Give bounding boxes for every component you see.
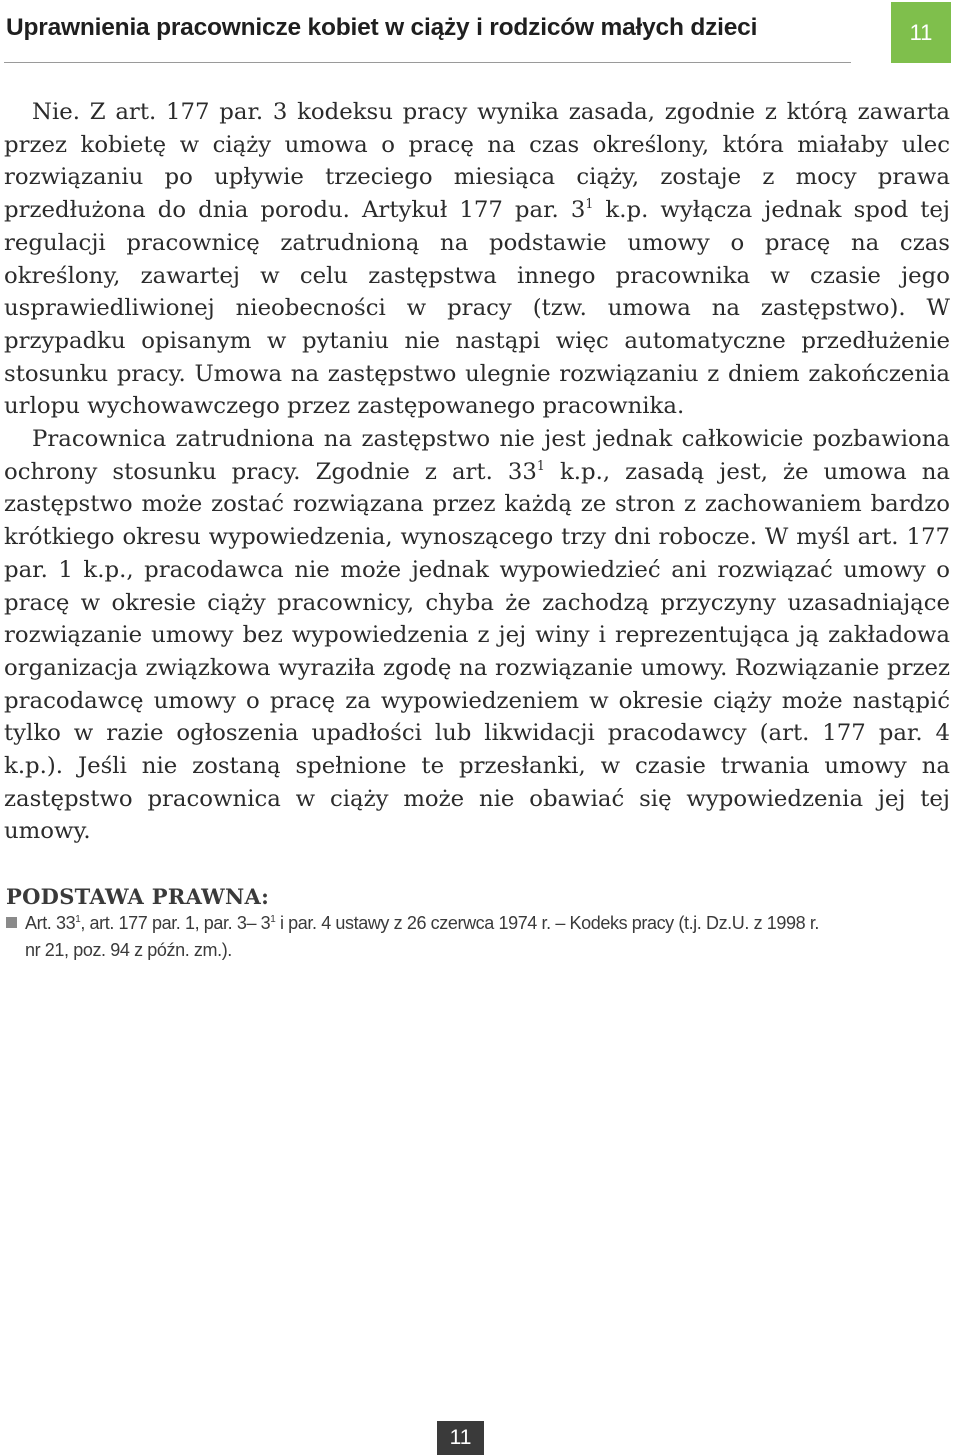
paragraph-text: Nie. Z art. 177 par. 3 kodeksu pracy wynika zasada, zgodnie z którą zawarta przez kobietę w ciąży umowa o pracę na czas określony, która miałaby ulec rozwiązaniu po upływie trzeciego miesiąca ciąży, zostaje z mocy prawa przedłużona do dnia porodu. Artykuł 177 par. 3 [4, 99, 950, 224]
page-number-badge: 11 [891, 2, 951, 63]
superscript: 1 [536, 457, 545, 473]
legal-basis-item [6, 910, 946, 964]
header-divider [4, 62, 851, 63]
paragraph-text: k.p. wyłącza jednak spod tej regulacji pracownicę zatrudnioną na podstawie umowy o pracę na czas określony, zawartej w celu zastępstwa innego pracownika w czasie jego usprawiedliwionej nieobecności w pracy (tzw. umowa na zastępstwo). W przypadku opisanym w pytaniu nie nastąpi więc automatyczne przedłużenie stosunku pracy. Umowa na zastępstwo ulegnie rozwiązaniu z dniem zakończenia urlopu wychowawczego przez zastępowanego pracownika. [4, 197, 950, 420]
legal-text: , art. 177 par. 1, par. 3– 3 [80, 913, 271, 933]
legal-text: Art. 33 [25, 913, 76, 933]
paragraph-protection [4, 423, 950, 848]
legal-basis-heading: PODSTAWA PRAWNA: [6, 884, 270, 909]
paragraph-text: k.p., zasadą jest, że umowa na zastępstwo może zostać rozwiązana przez każdą ze stron z zachowaniem bardzo krótkiego okresu wypowiedzenia, wynoszącego trzy dni robocze. W myśl art. 177 par. 1 k.p., pracodawca nie może jednak wypowiedzieć ani rozwiązać umowy o pracę w okresie ciąży pracownicy, chyba że zachodzą przyczyny uzasadniające rozwiązanie umowy bez wypowiedzenia z jej winy i reprezentująca ją zakładowa organizacja związkowa wyraziła zgodę na rozwiązanie umowy. Rozwiązanie przez pracodawcę umowy o pracę za wypowiedzeniem w okresie ciąży może nastąpić tylko w razie ogłoszenia upadłości lub likwidacji pracodawcy (art. 177 par. 4 k.p.). Jeśli nie zostaną spełnione te przesłanki, w czasie trwania umowy na zastępstwo pracownica w ciąży może nie obawiać się wypowiedzenia jej tej umowy. [4, 458, 950, 845]
paragraph-answer [4, 96, 950, 423]
legal-text: nr 21, poz. 94 z późn. zm.). [25, 940, 232, 960]
legal-text: i par. 4 ustawy z 26 czerwca 1974 r. – Kodeks pracy (t.j. Dz.U. z 1998 r. [275, 913, 820, 933]
square-bullet-icon [6, 917, 17, 928]
footer-page-number: 11 [437, 1421, 484, 1455]
superscript: 1 [585, 196, 594, 212]
article-body [4, 96, 950, 848]
paragraph-text: Pracownica zatrudniona na zastępstwo nie jest jednak całkowicie pozbawiona ochrony stosunku pracy. Zgodnie z art. 33 [4, 426, 950, 485]
page-title: Uprawnienia pracownicze kobiet w ciąży i rodziców małych dzieci [6, 14, 758, 41]
superscript: 1 [75, 914, 81, 926]
superscript: 1 [270, 914, 276, 926]
